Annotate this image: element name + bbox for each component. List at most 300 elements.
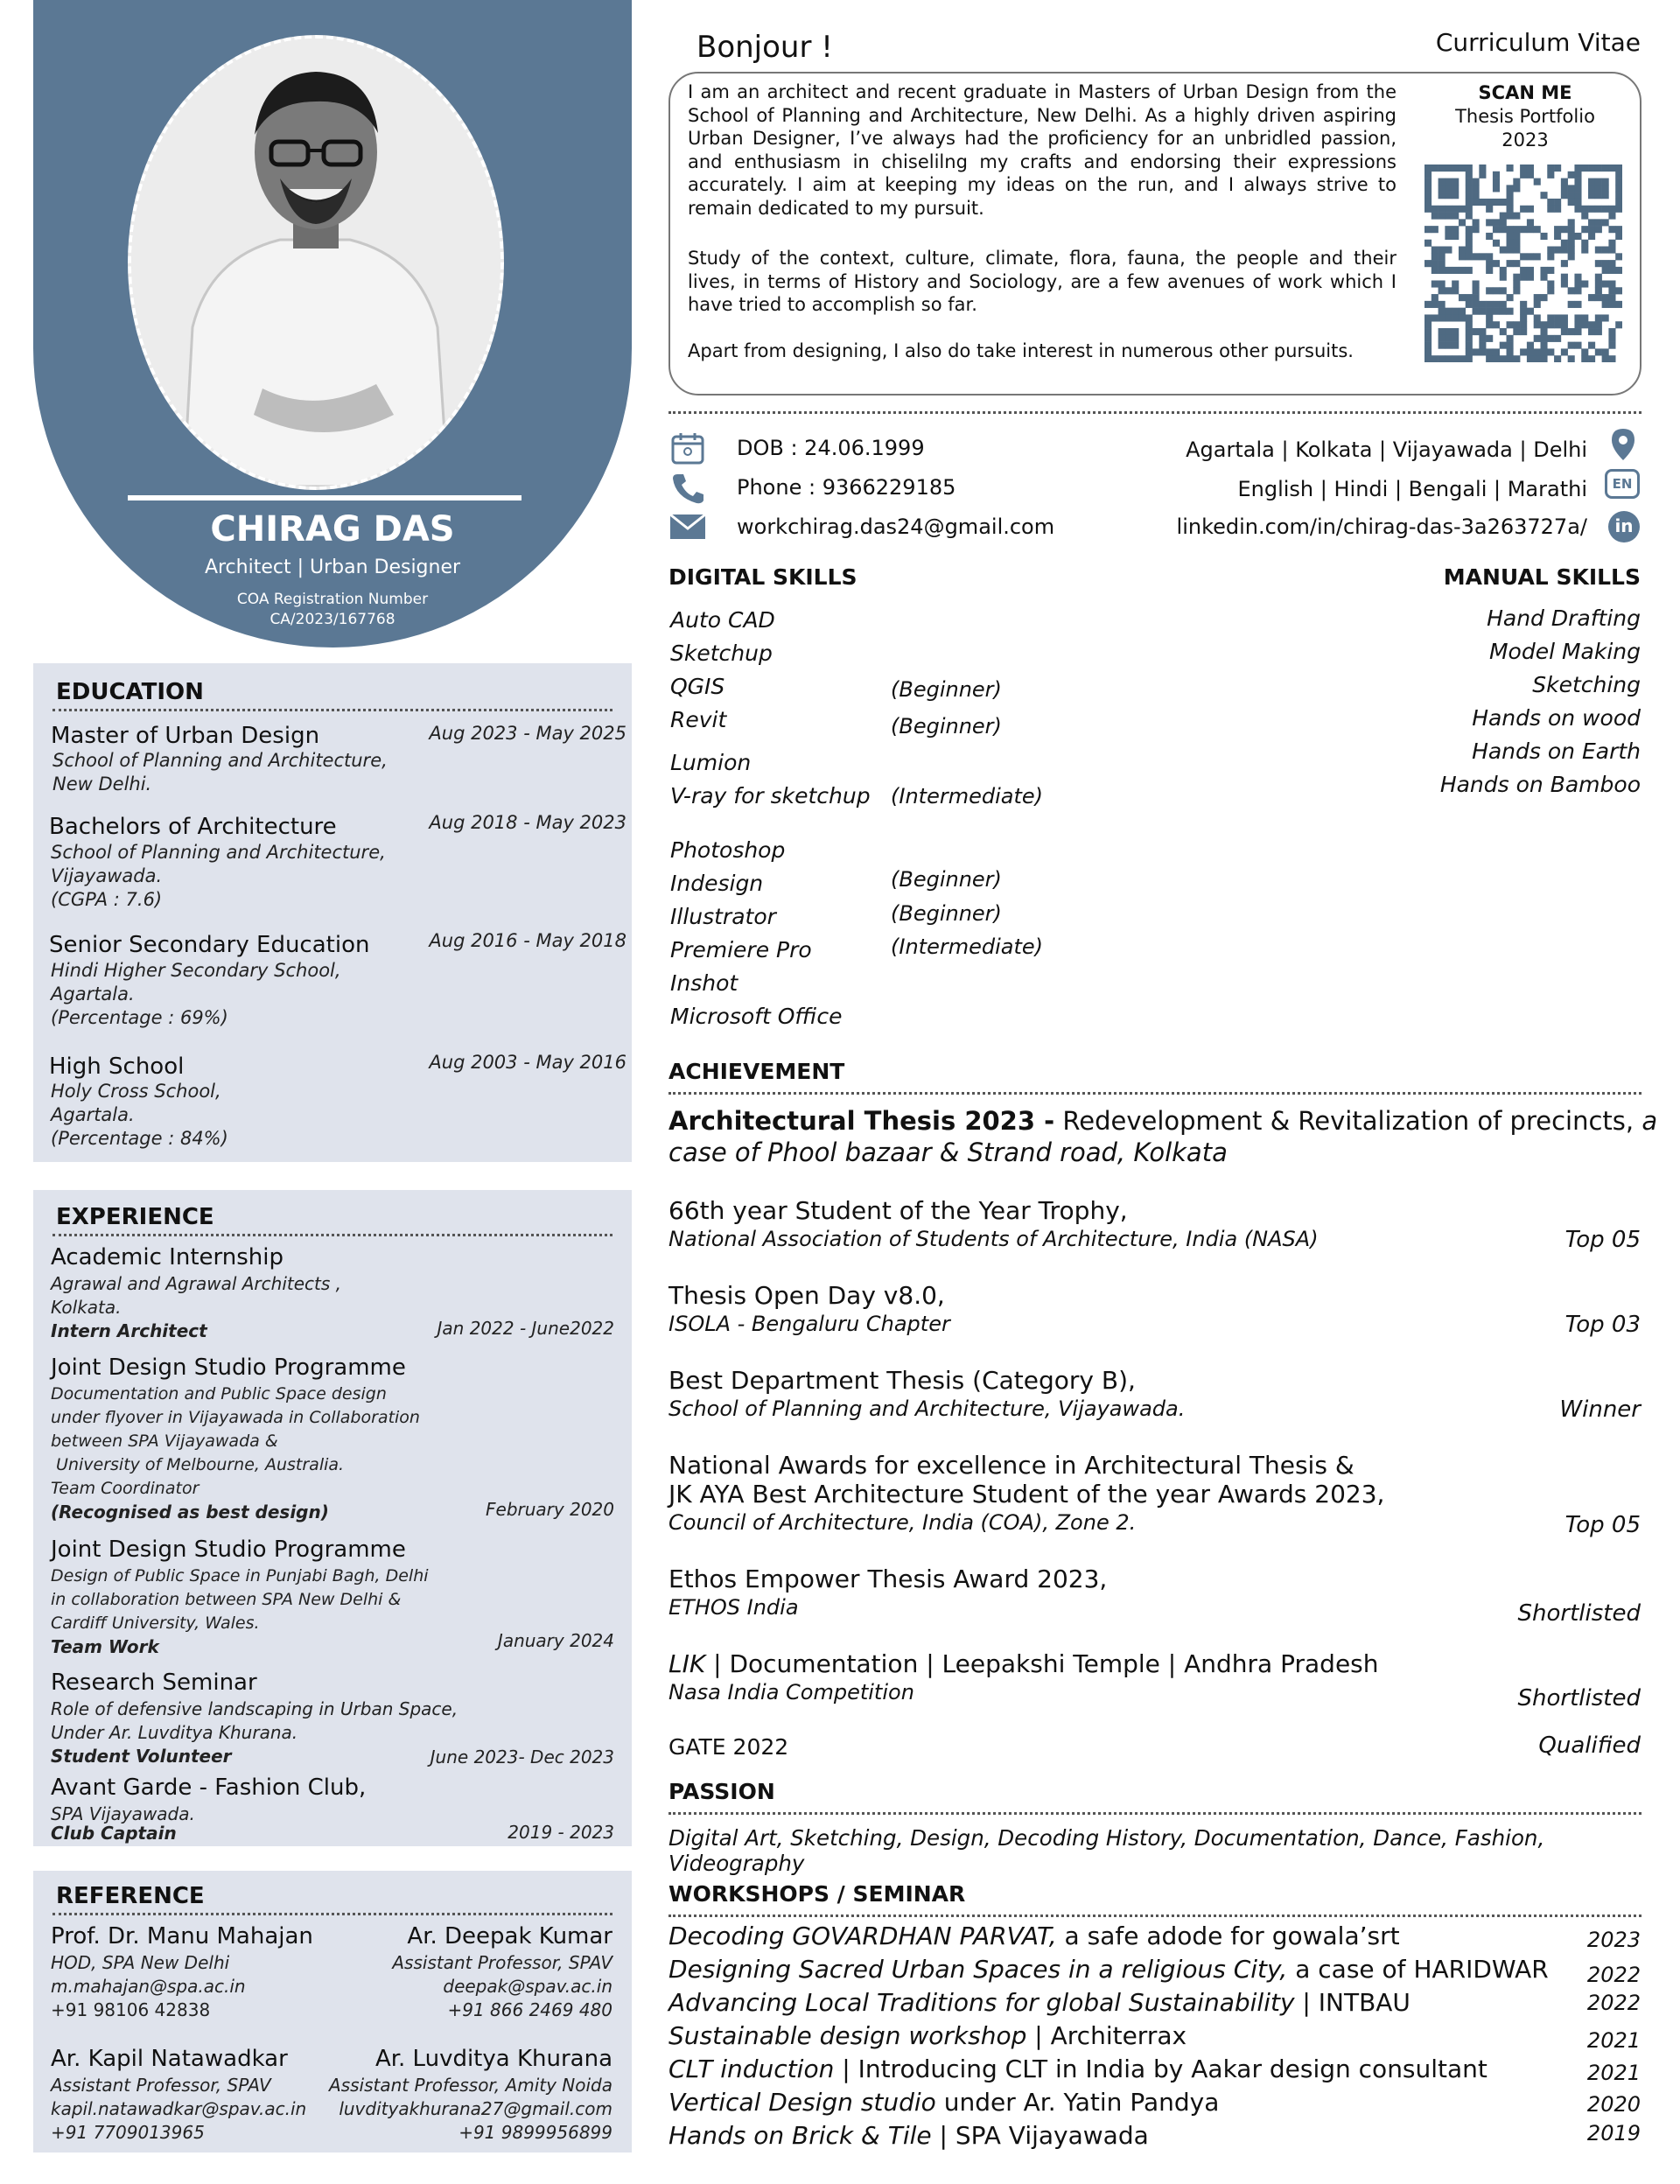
qr-module	[1513, 355, 1520, 362]
qr-module	[1581, 247, 1588, 254]
qr-module	[1554, 233, 1561, 240]
qr-module	[1500, 199, 1507, 206]
qr-module	[1520, 301, 1527, 308]
qr-module	[1568, 301, 1575, 308]
qr-module	[1479, 164, 1486, 172]
qr-module	[1452, 280, 1459, 287]
workshop-item	[668, 2054, 1488, 2083]
achievement-item-title-2: JK AYA Best Architecture Student of the year Awards 2023,	[668, 1480, 1385, 1508]
qr-module	[1473, 178, 1480, 186]
qr-module	[1500, 219, 1507, 226]
qr-module	[1547, 206, 1554, 213]
qr-module	[1608, 206, 1615, 213]
qr-module	[1473, 199, 1480, 206]
ref-line: HOD, SPA New Delhi	[51, 1952, 230, 1973]
edu-date: Aug 2018 - May 2023	[429, 812, 626, 833]
qr-module	[1493, 185, 1500, 192]
ref-name: Prof. Dr. Manu Mahajan	[51, 1923, 313, 1950]
workshop-name: Sustainable design workshop	[668, 2021, 1027, 2050]
phone-icon	[670, 471, 705, 506]
exp-title: Joint Design Studio Programme	[51, 1354, 406, 1381]
workshop-name: Designing Sacred Urban Spaces in a religious City,	[668, 1955, 1288, 1984]
qr-module	[1486, 206, 1493, 213]
qr-module	[1493, 348, 1500, 355]
exp-date: June 2023- Dec 2023	[430, 1746, 614, 1768]
exp-role: Team Work	[51, 1636, 159, 1657]
qr-module	[1507, 294, 1514, 301]
person-illustration	[131, 38, 500, 486]
qr-module	[1445, 226, 1452, 233]
exp-date: January 2024	[497, 1630, 614, 1651]
qr-module	[1574, 274, 1581, 281]
qr-module	[1466, 226, 1473, 233]
qr-module	[1432, 260, 1438, 267]
qr-module	[1581, 348, 1588, 355]
skill-item: Sketchup	[670, 640, 773, 666]
qr-module	[1547, 267, 1554, 274]
skill-item: Revit	[670, 707, 727, 732]
qr-module	[1424, 185, 1432, 192]
qr-module	[1452, 308, 1459, 315]
qr-module	[1602, 206, 1609, 213]
qr-module	[1479, 301, 1486, 308]
qr-module	[1595, 185, 1602, 192]
qr-module	[1452, 328, 1459, 335]
qr-module	[1595, 247, 1602, 254]
qr-module	[1547, 287, 1554, 294]
workshop-year: 2020	[1586, 2092, 1641, 2117]
qr-module	[1507, 240, 1514, 247]
qr-module	[1561, 247, 1568, 254]
qr-module	[1493, 219, 1500, 226]
qr-module	[1445, 335, 1452, 342]
qr-module	[1507, 348, 1514, 355]
workshop-year: 2021	[1586, 2061, 1641, 2085]
qr-module	[1595, 164, 1602, 172]
qr-module	[1527, 253, 1534, 260]
qr-module	[1568, 355, 1575, 362]
reference-title: REFERENCE	[56, 1883, 205, 1909]
ref-name: Ar. Deepak Kumar	[407, 1923, 612, 1950]
qr-module	[1459, 267, 1466, 274]
workshop-item	[668, 2088, 1219, 2117]
qr-module	[1581, 164, 1588, 172]
achievement-item-sub: School of Planning and Architecture, Vijayawada.	[668, 1396, 1186, 1421]
qr-module	[1445, 178, 1452, 186]
skill-level: (Intermediate)	[891, 934, 1043, 959]
edu-line: Vijayawada.	[51, 865, 163, 886]
qr-module	[1473, 253, 1480, 260]
qr-module	[1466, 213, 1473, 220]
qr-module	[1602, 267, 1609, 274]
qr-module	[1466, 342, 1473, 349]
qr-module	[1507, 247, 1514, 254]
manual-skill: Hands on wood	[1472, 705, 1641, 731]
workshop-item	[668, 2121, 1149, 2150]
location-pin-icon	[1610, 427, 1636, 462]
qr-module	[1608, 335, 1615, 342]
qr-module	[1602, 301, 1609, 308]
workshop-detail: a safe adode for gowala’srt	[1056, 1922, 1400, 1950]
achievement-item-sub: ISOLA - Bengaluru Chapter	[668, 1312, 950, 1336]
qr-module	[1554, 314, 1561, 321]
qr-module	[1500, 301, 1507, 308]
qr-module	[1574, 321, 1581, 328]
qr-module	[1452, 226, 1459, 233]
qr-module	[1588, 226, 1595, 233]
qr-module	[1568, 233, 1575, 240]
edu-title: Bachelors of Architecture	[49, 814, 337, 840]
qr-module	[1554, 335, 1561, 342]
qr-module	[1608, 267, 1615, 274]
qr-module	[1424, 172, 1432, 178]
qr-module	[1568, 199, 1575, 206]
qr-module	[1520, 328, 1527, 335]
workshop-detail: a case of HARIDWAR	[1287, 1955, 1549, 1984]
qr-module	[1479, 348, 1486, 355]
skill-level: (Beginner)	[891, 714, 1002, 738]
qr-module	[1424, 301, 1432, 308]
linkedin-url[interactable]: linkedin.com/in/chirag-das-3a263727a/	[1176, 514, 1587, 539]
qr-module	[1466, 328, 1473, 335]
qr-module	[1438, 192, 1446, 199]
achievement-result: Top 05	[1564, 1227, 1641, 1253]
skill-item: Microsoft Office	[670, 1004, 843, 1029]
skill-item: Premiere Pro	[670, 937, 812, 962]
digital-skills-title: DIGITAL SKILLS	[668, 564, 858, 590]
qr-module	[1493, 301, 1500, 308]
skill-level: (Beginner)	[891, 677, 1002, 702]
achievement-item-sub: National Association of Students of Architecture, India (NASA)	[668, 1227, 1319, 1251]
qr-module	[1438, 185, 1446, 192]
qr-module	[1438, 301, 1446, 308]
qr-module	[1608, 280, 1615, 287]
qr-module	[1595, 280, 1602, 287]
qr-module	[1473, 294, 1480, 301]
workshop-detail: | Introducing CLT in India by Aakar design consultant	[834, 2054, 1488, 2083]
qr-module	[1520, 321, 1527, 328]
qr-module	[1513, 185, 1520, 192]
qr-module	[1507, 335, 1514, 342]
thesis-italic: a	[1642, 1106, 1658, 1136]
qr-module	[1595, 314, 1602, 321]
qr-module	[1520, 206, 1527, 213]
qr-module	[1568, 219, 1575, 226]
skill-item: Photoshop	[670, 837, 786, 863]
qr-module	[1554, 199, 1561, 206]
section-divider	[668, 1092, 1642, 1095]
ref-line: Assistant Professor, SPAV	[392, 1952, 612, 1973]
qr-module	[1602, 355, 1609, 362]
qr-module	[1527, 342, 1534, 349]
achievement-item-sub: Council of Architecture, India (COA), Zone 2.	[668, 1510, 1137, 1535]
qr-module	[1574, 314, 1581, 321]
exp-line: Design of Public Space in Punjabi Bagh, Delhi	[51, 1566, 429, 1586]
qr-module	[1602, 192, 1609, 199]
qr-module	[1452, 287, 1459, 294]
qr-module	[1595, 192, 1602, 199]
qr-module	[1473, 308, 1480, 315]
exp-line: under flyover in Vijayawada in Collaboration	[51, 1408, 420, 1427]
ref-line: kapil.natawadkar@spav.ac.in	[51, 2098, 307, 2119]
section-divider	[52, 709, 612, 711]
achievement-result: Top 05	[1564, 1512, 1641, 1538]
email[interactable]: workchirag.das24@gmail.com	[737, 514, 1055, 539]
qr-module	[1568, 226, 1575, 233]
qr-module	[1540, 328, 1547, 335]
qr-module	[1424, 321, 1432, 328]
qr-module	[1438, 253, 1446, 260]
qr-module	[1602, 260, 1609, 267]
manual-skills-title: MANUAL SKILLS	[1443, 564, 1641, 590]
qr-module	[1507, 226, 1514, 233]
achievement-item-title-text: | Documentation | Leepakshi Temple | Andhra Pradesh	[713, 1649, 1379, 1678]
doc-title: Curriculum Vitae	[1435, 28, 1641, 57]
qr-module	[1513, 260, 1520, 267]
achievement-item-sub: Nasa India Competition	[668, 1680, 914, 1704]
workshop-name: Decoding GOVARDHAN PARVAT,	[668, 1922, 1057, 1950]
qr-module	[1608, 294, 1615, 301]
qr-module	[1507, 321, 1514, 328]
qr-module	[1581, 213, 1588, 220]
qr-module	[1500, 287, 1507, 294]
exp-line: Cardiff University, Wales.	[51, 1614, 260, 1633]
thesis-line-2: case of Phool bazaar & Strand road, Kolkata	[668, 1138, 1228, 1167]
qr-module	[1602, 164, 1609, 172]
qr-module	[1486, 301, 1493, 308]
qr-module	[1479, 328, 1486, 335]
qr-module	[1595, 206, 1602, 213]
qr-module	[1432, 247, 1438, 254]
qr-module	[1561, 226, 1568, 233]
qr-module	[1432, 267, 1438, 274]
qr-module	[1438, 314, 1446, 321]
qr-module	[1534, 253, 1541, 260]
qr-module	[1561, 348, 1568, 355]
qr-module	[1581, 280, 1588, 287]
qr-module	[1424, 240, 1432, 247]
qr-module	[1568, 240, 1575, 247]
qr-module	[1608, 328, 1615, 335]
exp-date: Jan 2022 - June2022	[437, 1318, 614, 1339]
qr-module	[1432, 294, 1438, 301]
exp-date: 2019 - 2023	[508, 1822, 614, 1843]
linkedin-icon[interactable]: in	[1608, 511, 1640, 542]
qr-module	[1500, 274, 1507, 281]
qr-module	[1540, 233, 1547, 240]
qr-module	[1554, 206, 1561, 213]
qr-module	[1466, 348, 1473, 355]
qr-module	[1615, 233, 1622, 240]
exp-date: February 2020	[486, 1499, 614, 1520]
qr-module	[1581, 206, 1588, 213]
qr-module	[1513, 321, 1520, 328]
edu-line: New Delhi.	[52, 774, 152, 794]
qr-module	[1473, 226, 1480, 233]
qr-module	[1547, 280, 1554, 287]
qr-module	[1424, 314, 1432, 321]
qr-module	[1452, 164, 1459, 172]
qr-module	[1520, 314, 1527, 321]
qr-module	[1561, 280, 1568, 287]
qr-module	[1588, 342, 1595, 349]
qr-module	[1445, 213, 1452, 220]
qr-module	[1459, 355, 1466, 362]
workshop-year: 2019	[1586, 2121, 1641, 2146]
qr-module	[1574, 172, 1581, 178]
qr-code-icon[interactable]	[1424, 164, 1622, 362]
workshop-detail: | Architerrax	[1026, 2021, 1187, 2050]
qr-module	[1561, 240, 1568, 247]
qr-module	[1466, 233, 1473, 240]
qr-module	[1554, 321, 1561, 328]
edu-title: High School	[49, 1054, 185, 1080]
coa-number: CA/2023/167768	[270, 611, 396, 628]
qr-module	[1574, 328, 1581, 335]
achievement-item-title: Ethos Empower Thesis Award 2023,	[668, 1564, 1108, 1593]
qr-module	[1486, 219, 1493, 226]
skill-item: Lumion	[670, 750, 752, 775]
intro-paragraph: Apart from designing, I also do take interest in numerous other pursuits.	[688, 340, 1354, 361]
qr-module	[1493, 355, 1500, 362]
qr-module	[1588, 294, 1595, 301]
edu-line: Hindi Higher Secondary School,	[51, 960, 341, 981]
qr-module	[1432, 301, 1438, 308]
qr-module	[1466, 335, 1473, 342]
qr-module	[1438, 247, 1446, 254]
qr-module	[1466, 321, 1473, 328]
workshop-name: Vertical Design studio	[668, 2088, 936, 2117]
scan-year: 2023	[1502, 130, 1549, 150]
qr-module	[1445, 185, 1452, 192]
qr-module	[1554, 247, 1561, 254]
skill-item: Inshot	[670, 970, 738, 996]
exp-role: Student Volunteer	[51, 1746, 232, 1767]
edu-title: Senior Secondary Education	[49, 932, 370, 958]
workshop-name: CLT induction	[668, 2054, 835, 2083]
qr-module	[1588, 321, 1595, 328]
qr-module	[1513, 328, 1520, 335]
qr-module	[1534, 301, 1541, 308]
qr-module	[1438, 213, 1446, 220]
phone: Phone : 9366229185	[737, 475, 956, 500]
qr-module	[1615, 321, 1622, 328]
qr-module	[1493, 260, 1500, 267]
qr-module	[1459, 253, 1466, 260]
qr-module	[1568, 287, 1575, 294]
section-divider	[668, 411, 1642, 414]
qr-module	[1608, 287, 1615, 294]
qr-module	[1602, 348, 1609, 355]
qr-module	[1534, 178, 1541, 186]
qr-module	[1527, 206, 1534, 213]
qr-module	[1459, 164, 1466, 172]
qr-module	[1493, 172, 1500, 178]
achievement-item-title: National Awards for excellence in Architectural Thesis &	[668, 1451, 1354, 1480]
workshop-name: Hands on Brick & Tile	[668, 2121, 932, 2150]
ref-line: luvdityakhurana27@gmail.com	[339, 2098, 612, 2119]
qr-module	[1424, 199, 1432, 206]
qr-module	[1507, 213, 1514, 220]
skill-level: (Beginner)	[891, 901, 1002, 926]
qr-module	[1547, 314, 1554, 321]
qr-module	[1473, 192, 1480, 199]
qr-module	[1513, 280, 1520, 287]
edu-line: School of Planning and Architecture,	[52, 750, 388, 771]
qr-module	[1479, 335, 1486, 342]
qr-module	[1486, 267, 1493, 274]
qr-module	[1452, 233, 1459, 240]
workshop-year: 2021	[1586, 2028, 1641, 2053]
education-title: EDUCATION	[56, 679, 204, 705]
qr-module	[1500, 226, 1507, 233]
qr-module	[1452, 206, 1459, 213]
qr-module	[1540, 321, 1547, 328]
qr-module	[1540, 274, 1547, 281]
qr-module	[1452, 267, 1459, 274]
qr-module	[1424, 342, 1432, 349]
qr-module	[1513, 240, 1520, 247]
qr-module	[1540, 192, 1547, 199]
qr-module	[1500, 267, 1507, 274]
qr-module	[1466, 267, 1473, 274]
workshop-item	[668, 1922, 1400, 1950]
qr-module	[1540, 342, 1547, 349]
qr-module	[1452, 185, 1459, 192]
edu-date: Aug 2003 - May 2016	[429, 1052, 626, 1073]
qr-module	[1486, 335, 1493, 342]
qr-module	[1513, 213, 1520, 220]
qr-module	[1581, 321, 1588, 328]
qr-module	[1520, 164, 1527, 172]
qr-module	[1588, 328, 1595, 335]
qr-module	[1513, 287, 1520, 294]
ref-line: deepak@spav.ac.in	[443, 1976, 612, 1997]
qr-module	[1466, 192, 1473, 199]
qr-module	[1588, 192, 1595, 199]
qr-module	[1527, 267, 1534, 274]
profile-photo	[128, 35, 504, 490]
qr-module	[1568, 192, 1575, 199]
manual-skill: Hands on Bamboo	[1439, 772, 1641, 797]
ref-line: +91 9899956899	[458, 2122, 612, 2143]
reference-panel	[33, 1871, 632, 2152]
qr-module	[1574, 280, 1581, 287]
qr-module	[1547, 321, 1554, 328]
qr-module	[1513, 247, 1520, 254]
exp-title: Academic Internship	[51, 1244, 284, 1270]
qr-module	[1602, 247, 1609, 254]
qr-module	[1574, 199, 1581, 206]
achievement-result: Top 03	[1564, 1312, 1641, 1338]
qr-module	[1466, 301, 1473, 308]
qr-module	[1445, 164, 1452, 172]
qr-module	[1466, 172, 1473, 178]
exp-role: Intern Architect	[51, 1320, 207, 1341]
section-divider	[668, 1914, 1642, 1917]
skill-item: V-ray for sketchup	[670, 783, 871, 808]
qr-module	[1500, 342, 1507, 349]
qr-module	[1615, 172, 1622, 178]
edu-line: (CGPA : 7.6)	[51, 889, 163, 910]
qr-module	[1602, 294, 1609, 301]
qr-module	[1438, 308, 1446, 315]
gate: GATE 2022	[668, 1734, 789, 1760]
qr-module	[1486, 321, 1493, 328]
qr-module	[1608, 247, 1615, 254]
ref-line: Assistant Professor, Amity Noida	[329, 2075, 612, 2096]
thesis-text: Redevelopment & Revitalization of precincts,	[1054, 1106, 1642, 1136]
